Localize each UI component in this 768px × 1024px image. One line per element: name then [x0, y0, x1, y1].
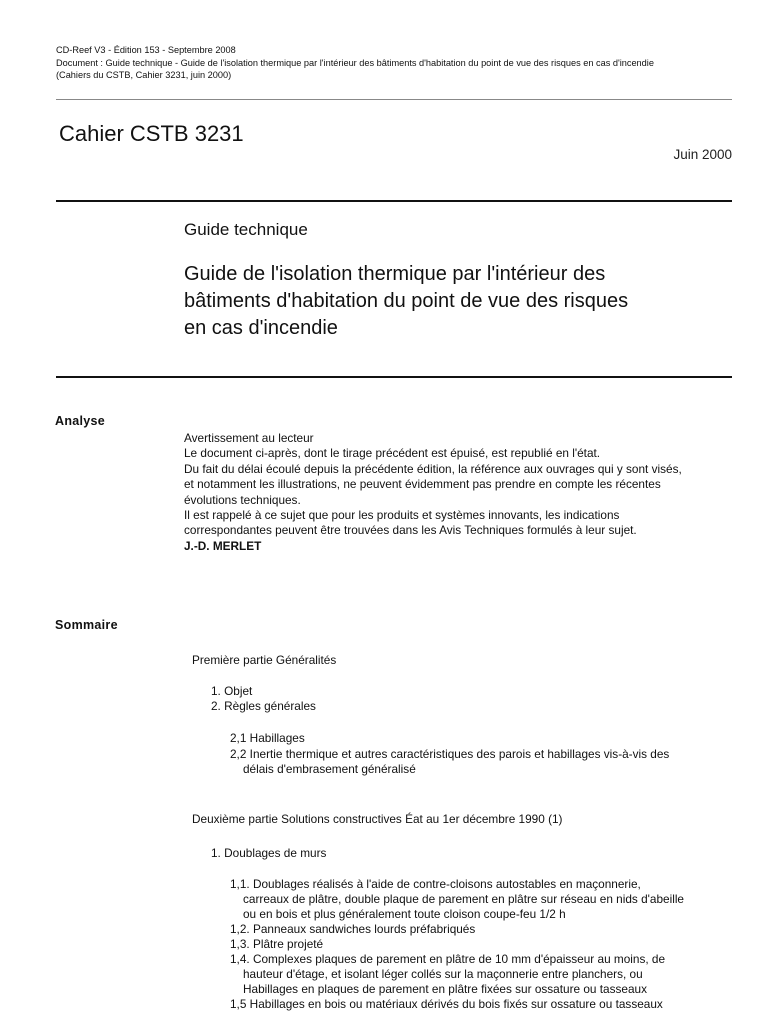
header-line-source: (Cahiers du CSTB, Cahier 3231, juin 2000): [56, 70, 232, 80]
toc-subitem: 1,1. Doublages réalisés à l'aide de contre-cloisons autostables en maçonnerie,: [230, 877, 641, 891]
header-line-edition: CD-Reef V3 - Édition 153 - Septembre 2008: [56, 45, 236, 55]
toc-subitem: 1,5 Habillages en bois ou matériaux dérivés du bois fixés sur ossature ou tasseaux: [230, 997, 663, 1011]
analyse-body: [184, 431, 744, 554]
toc-subitem-continuation: Habillages en plaques de parement en plâtre fixées sur ossature ou tasseaux: [243, 982, 647, 996]
toc-subitem: 2,2 Inertie thermique et autres caractéristiques des parois et habillages vis-à-vis des: [230, 747, 670, 761]
analyse-line: Le document ci-après, dont le tirage précédent est épuisé, est republié en l'état.: [184, 446, 601, 461]
title-divider-top: [56, 200, 732, 202]
publication-date: Juin 2000: [673, 147, 732, 162]
toc-subitem-continuation: ou en bois et plus généralement toute cloison coupe-feu 1/2 h: [243, 907, 566, 921]
analyse-line: Il est rappelé à ce sujet que pour les produits et systèmes innovants, les indications: [184, 508, 620, 523]
title-divider-bottom: [56, 376, 732, 378]
header-meta: [56, 44, 746, 82]
analyse-author: J.-D. MERLET: [184, 538, 262, 553]
header-line-document: Document : Guide technique - Guide de l'isolation thermique par l'intérieur des bâtiments d'habitation du point de vue des risques en cas d'incendie: [56, 57, 654, 68]
document-title-line: bâtiments d'habitation du point de vue des risques: [184, 290, 629, 312]
analyse-line: correspondantes peuvent être trouvées dans les Avis Techniques formulés à leur sujet.: [184, 523, 637, 538]
analyse-line: Avertissement au lecteur: [184, 431, 314, 445]
analyse-label: Analyse: [55, 414, 106, 428]
document-title-line: en cas d'incendie: [184, 317, 338, 339]
header-divider: [56, 99, 732, 100]
toc-subitem-continuation: délais d'embrasement généralisé: [243, 762, 416, 776]
toc-item: 1. Objet: [211, 684, 253, 698]
cahier-title: Cahier CSTB 3231: [59, 121, 244, 146]
toc-subitem: 1,2. Panneaux sandwiches lourds préfabriqués: [230, 922, 476, 936]
toc-part-2: Deuxième partie Solutions constructives Éat au 1er décembre 1990 (1): [192, 812, 563, 826]
analyse-line: évolutions techniques.: [184, 492, 301, 507]
toc-subitem: 1,3. Plâtre projeté: [230, 937, 324, 951]
toc-subitem-continuation: carreaux de plâtre, double plaque de parement en plâtre sur réseau en nids d'abeille: [243, 892, 684, 906]
sommaire-label: Sommaire: [55, 618, 118, 632]
toc-subitem-continuation: hauteur d'étage, et isolant léger collés sur la maçonnerie entre planchers, ou: [243, 967, 643, 981]
document-subtitle: Guide technique: [184, 220, 308, 239]
toc-item: 2. Règles générales: [211, 699, 316, 713]
analyse-line: Du fait du délai écoulé depuis la précédente édition, la référence aux ouvrages qui y sont visés,: [184, 461, 682, 476]
analyse-line: et notamment les illustrations, ne peuvent évidemment pas prendre en compte les récentes: [184, 477, 661, 492]
toc-part-1: Première partie Généralités: [192, 653, 337, 667]
toc-subitem: 1,4. Complexes plaques de parement en plâtre de 10 mm d'épaisseur au moins, de: [230, 952, 666, 966]
toc-item: 1. Doublages de murs: [211, 846, 327, 860]
toc-subitem: 2,1 Habillages: [230, 731, 305, 745]
document-title: [184, 261, 724, 342]
document-title-line: Guide de l'isolation thermique par l'intérieur des: [184, 263, 606, 285]
